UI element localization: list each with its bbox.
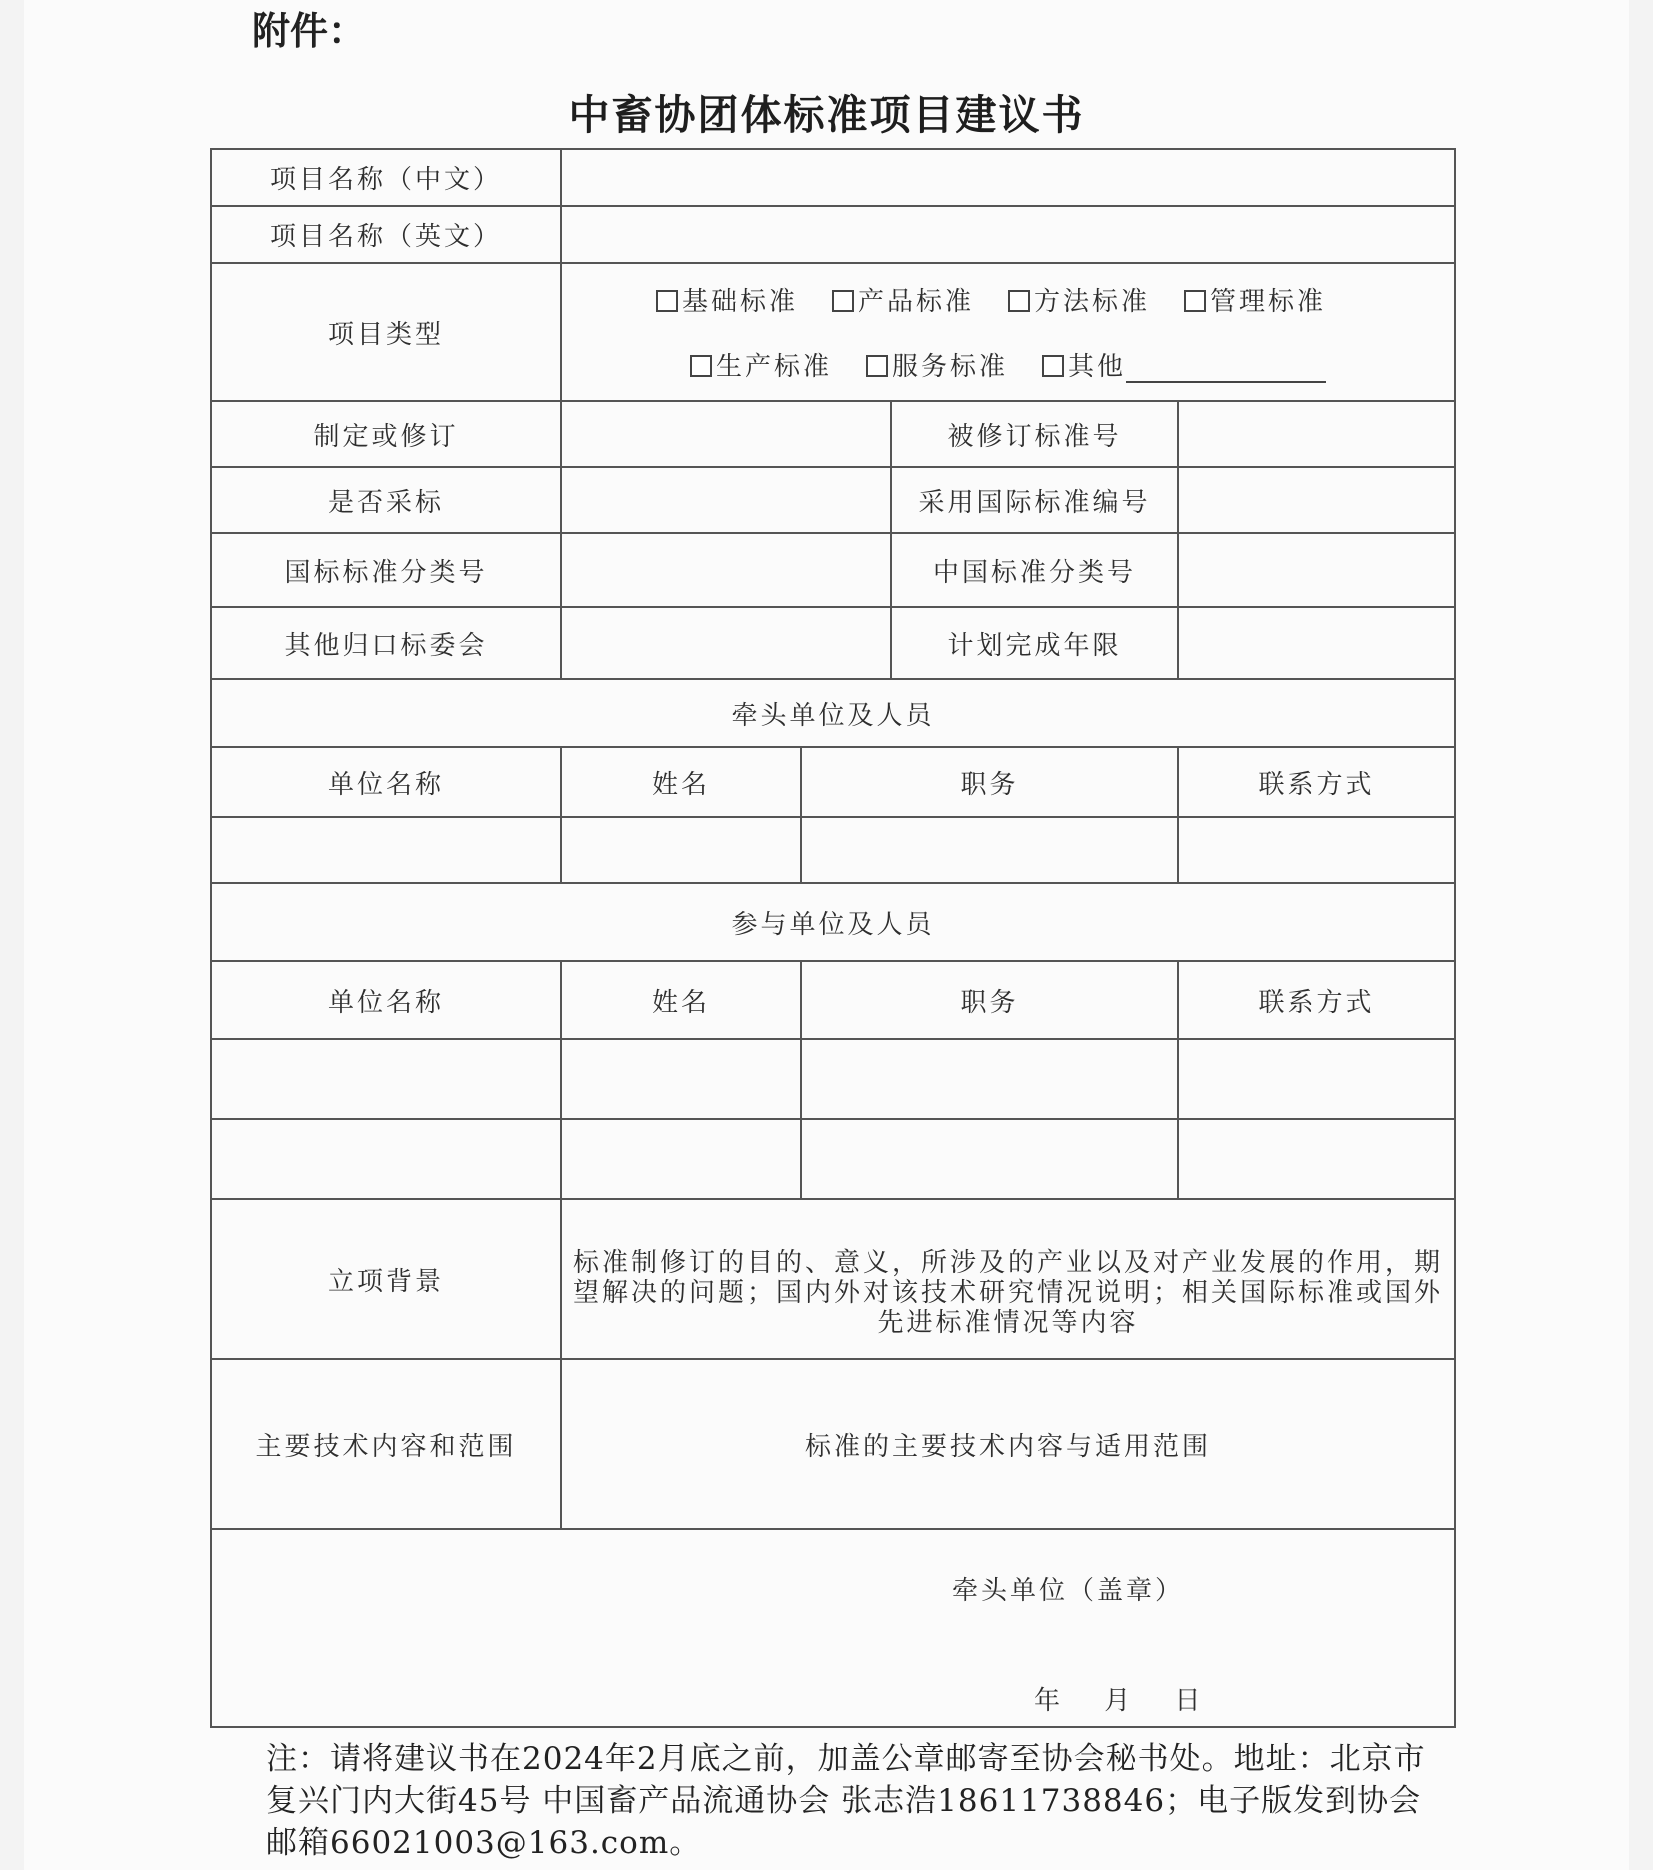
revised-std-no-field[interactable]: [1178, 401, 1455, 467]
participate-unit-cell[interactable]: [211, 1039, 561, 1119]
row-revise: [211, 401, 1455, 467]
row-tech: [211, 1359, 1455, 1529]
revised-std-no-label: 被修订标准号: [891, 401, 1178, 467]
row-participate-section: [211, 883, 1455, 961]
sign-date-label: 年 月 日: [1034, 1686, 1204, 1716]
row-project-type: [211, 263, 1455, 401]
participate-header-unit: 单位名称: [211, 961, 561, 1039]
type-option-method[interactable]: 方法标准: [1008, 281, 1150, 318]
participate-data-row: [211, 1039, 1455, 1119]
row-background: [211, 1199, 1455, 1359]
attachment-label: 附件：: [252, 9, 367, 53]
other-committee-field[interactable]: [561, 607, 891, 679]
cn-class-field[interactable]: [1178, 533, 1455, 607]
proposal-form-table: [210, 148, 1456, 1728]
row-classification: [211, 533, 1455, 607]
participate-header-name: 姓名: [561, 961, 801, 1039]
name-cn-label: 项目名称（中文）: [211, 149, 561, 206]
row-name-en: [211, 206, 1455, 263]
lead-unit-cell[interactable]: [211, 817, 561, 883]
checkbox-icon[interactable]: [1042, 355, 1064, 377]
participate-header-title: 职务: [801, 961, 1178, 1039]
lead-data-row: [211, 817, 1455, 883]
type-option-production[interactable]: 生产标准: [690, 346, 832, 383]
participate-contact-cell[interactable]: [1178, 1039, 1455, 1119]
checkbox-icon[interactable]: [1184, 290, 1206, 312]
lead-header-name: 姓名: [561, 747, 801, 817]
lead-header-title: 职务: [801, 747, 1178, 817]
deadline-label: 计划完成年限: [891, 607, 1178, 679]
page-title: 中畜协团体标准项目建议书: [568, 91, 1085, 139]
other-blank-line[interactable]: [1126, 357, 1326, 383]
other-committee-label: 其他归口标委会: [211, 607, 561, 679]
participate-header-contact: 联系方式: [1178, 961, 1455, 1039]
participate-title-cell[interactable]: [801, 1039, 1178, 1119]
tech-content[interactable]: 标准的主要技术内容与适用范围: [561, 1359, 1455, 1529]
participate-section-title: 参与单位及人员: [211, 883, 1455, 961]
participate-name-cell[interactable]: [561, 1119, 801, 1199]
background-label: 立项背景: [211, 1199, 561, 1359]
adopt-field[interactable]: [561, 467, 891, 533]
type-label: 项目类型: [211, 263, 561, 401]
revise-label: 制定或修订: [211, 401, 561, 467]
type-options: [561, 263, 1455, 401]
participate-unit-cell[interactable]: [211, 1119, 561, 1199]
row-participate-headers: [211, 961, 1455, 1039]
checkbox-icon[interactable]: [866, 355, 888, 377]
participate-data-row: [211, 1119, 1455, 1199]
signature-box[interactable]: [211, 1529, 1455, 1727]
adopt-label: 是否采标: [211, 467, 561, 533]
participate-contact-cell[interactable]: [1178, 1119, 1455, 1199]
type-option-product[interactable]: 产品标准: [832, 281, 974, 318]
row-lead-section: [211, 679, 1455, 747]
checkbox-icon[interactable]: [832, 290, 854, 312]
intl-class-label: 国标标准分类号: [211, 533, 561, 607]
name-en-field[interactable]: [561, 206, 1455, 263]
row-adopt: [211, 467, 1455, 533]
checkbox-icon[interactable]: [1008, 290, 1030, 312]
deadline-field[interactable]: [1178, 607, 1455, 679]
row-committee: [211, 607, 1455, 679]
type-option-other[interactable]: 其他: [1042, 346, 1326, 383]
lead-section-title: 牵头单位及人员: [211, 679, 1455, 747]
tech-label: 主要技术内容和范围: [211, 1359, 561, 1529]
intl-class-field[interactable]: [561, 533, 891, 607]
type-option-service[interactable]: 服务标准: [866, 346, 1008, 383]
name-en-label: 项目名称（英文）: [211, 206, 561, 263]
row-signature: [211, 1529, 1455, 1727]
revise-field[interactable]: [561, 401, 891, 467]
lead-header-contact: 联系方式: [1178, 747, 1455, 817]
type-option-basic[interactable]: 基础标准: [656, 281, 798, 318]
intl-std-no-label: 采用国际标准编号: [891, 467, 1178, 533]
background-content[interactable]: 标准制修订的目的、意义，所涉及的产业以及对产业发展的作用，期望解决的问题；国内外对该技术研究情况说明；相关国际标准或国外先进标准情况等内容: [561, 1199, 1455, 1359]
lead-name-cell[interactable]: [561, 817, 801, 883]
lead-title-cell[interactable]: [801, 817, 1178, 883]
intl-std-no-field[interactable]: [1178, 467, 1455, 533]
name-cn-field[interactable]: [561, 149, 1455, 206]
participate-title-cell[interactable]: [801, 1119, 1178, 1199]
cn-class-label: 中国标准分类号: [891, 533, 1178, 607]
lead-contact-cell[interactable]: [1178, 817, 1455, 883]
sign-unit-label: 牵头单位（盖章）: [952, 1576, 1185, 1606]
checkbox-icon[interactable]: [656, 290, 678, 312]
checkbox-icon[interactable]: [690, 355, 712, 377]
row-lead-headers: [211, 747, 1455, 817]
type-option-management[interactable]: 管理标准: [1184, 281, 1326, 318]
row-name-cn: [211, 149, 1455, 206]
submission-note: 注：请将建议书在2024年2月底之前，加盖公章邮寄至协会秘书处。地址：北京市复兴门内大街45号 中国畜产品流通协会 张志浩18611738846；电子版发到协会邮箱66021003@163.com。: [266, 1741, 1426, 1861]
participate-name-cell[interactable]: [561, 1039, 801, 1119]
lead-header-unit: 单位名称: [211, 747, 561, 817]
